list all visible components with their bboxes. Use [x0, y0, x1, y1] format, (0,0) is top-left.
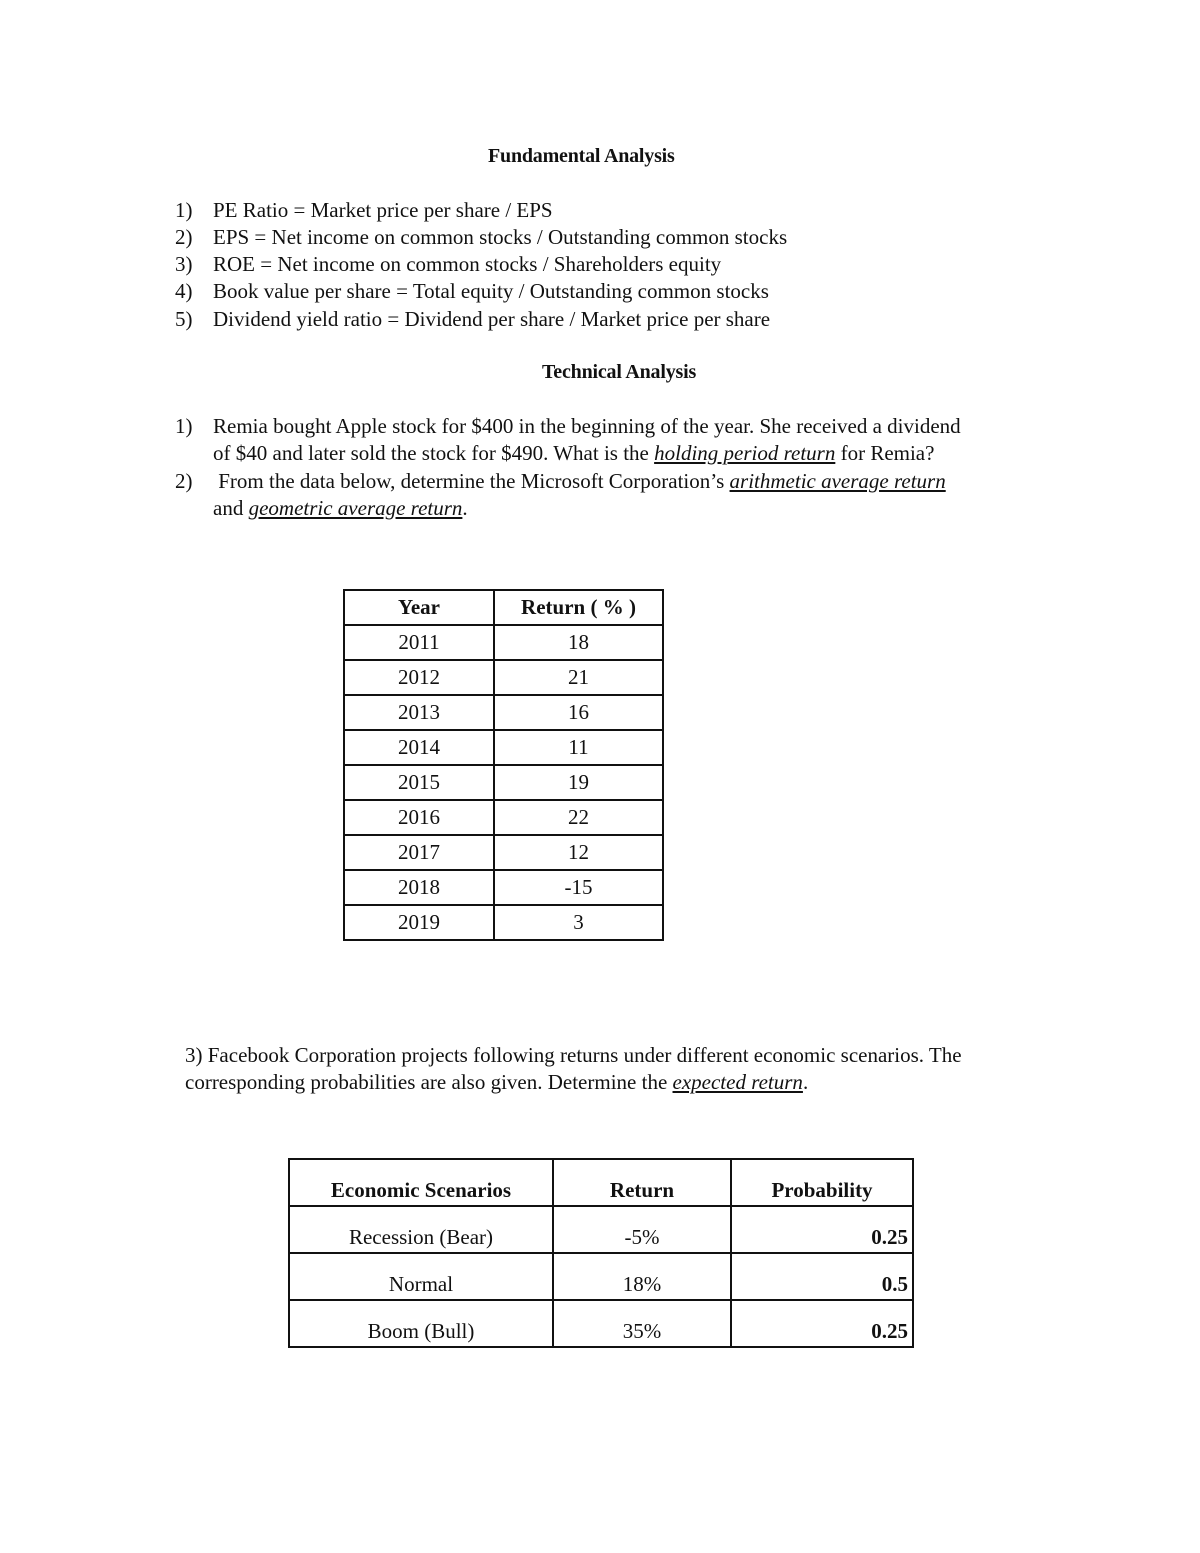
question-3: 3) Facebook Corporation projects following returns under different economic scenarios. The [185, 1043, 962, 1067]
table-header-row [344, 590, 663, 625]
question-text: From the data below, determine the Microsoft Corporation’s [213, 469, 730, 493]
table-row [344, 905, 663, 940]
scenario-table [288, 1158, 914, 1348]
probability-cell: 0.25 [731, 1300, 913, 1347]
question-text: . [462, 496, 468, 520]
item-number: 1) [175, 198, 193, 222]
return-cell: 19 [494, 765, 663, 800]
year-cell: 2017 [344, 835, 494, 870]
formula-item [175, 278, 769, 305]
term-holding-period-return: holding period return [654, 441, 836, 465]
question-text: . [802, 1070, 809, 1094]
scenario-cell: Normal [289, 1253, 553, 1300]
year-cell: 2018 [344, 870, 494, 905]
table-row [344, 870, 663, 905]
header-return: Return ( % ) [494, 590, 663, 625]
item-number: 1) [175, 414, 193, 438]
term-geometric-average-return: geometric average return [248, 496, 463, 520]
question-1-line-2 [213, 440, 934, 467]
table-row [344, 835, 663, 870]
question-text: of $40 and later sold the stock for $490. What is the [213, 441, 655, 465]
return-cell: 35% [553, 1300, 731, 1347]
item-number: 3) [175, 252, 193, 276]
formula-item [175, 251, 721, 278]
scenario-cell: Boom (Bull) [289, 1300, 553, 1347]
fundamental-analysis-title: Fundamental Analysis [488, 145, 675, 167]
formula-item [175, 306, 770, 333]
probability-cell: 0.25 [731, 1206, 913, 1253]
probability-cell: 0.5 [731, 1253, 913, 1300]
header-return: Return [553, 1159, 731, 1206]
item-text: PE Ratio = Market price per share / EPS [213, 198, 553, 222]
return-cell: 3 [494, 905, 663, 940]
year-cell: 2011 [344, 625, 494, 660]
table-row [289, 1253, 913, 1300]
question-text: Remia bought Apple stock for $400 in the beginning of the year. She received a dividend [213, 414, 961, 438]
technical-analysis-title: Technical Analysis [542, 361, 697, 383]
question-2-line-2 [213, 495, 468, 522]
table-row [344, 625, 663, 660]
formula-item [175, 197, 553, 224]
table-row [344, 660, 663, 695]
question-text: and [213, 496, 249, 520]
table-row [344, 695, 663, 730]
year-cell: 2015 [344, 765, 494, 800]
return-cell: 18% [553, 1253, 731, 1300]
item-number: 2) [175, 225, 193, 249]
item-number: 5) [175, 307, 193, 331]
item-number: 4) [175, 279, 193, 303]
table-row [289, 1300, 913, 1347]
return-cell: -5% [553, 1206, 731, 1253]
return-cell: -15 [494, 870, 663, 905]
scenario-cell: Recession (Bear) [289, 1206, 553, 1253]
return-cell: 22 [494, 800, 663, 835]
header-probability: Probability [731, 1159, 913, 1206]
return-cell: 16 [494, 695, 663, 730]
item-text: Book value per share = Total equity / Outstanding common stocks [213, 279, 769, 303]
formula-item [175, 224, 787, 251]
item-text: Dividend yield ratio = Dividend per share / Market price per share [213, 307, 771, 331]
return-cell: 18 [494, 625, 663, 660]
item-number: 2) [175, 469, 193, 493]
table-row [344, 765, 663, 800]
header-economic-scenarios: Economic Scenarios [289, 1159, 553, 1206]
year-cell: 2014 [344, 730, 494, 765]
item-text: ROE = Net income on common stocks / Shareholders equity [213, 252, 722, 276]
question-1 [175, 413, 961, 440]
term-expected-return: expected return [672, 1070, 803, 1094]
microsoft-returns-table [343, 589, 664, 941]
term-arithmetic-average-return: arithmetic average return [729, 469, 946, 493]
return-cell: 21 [494, 660, 663, 695]
question-text: for Remia? [835, 441, 935, 465]
question-text: corresponding probabilities are also given. Determine the [185, 1070, 673, 1094]
year-cell: 2016 [344, 800, 494, 835]
table-row [344, 800, 663, 835]
return-cell: 11 [494, 730, 663, 765]
question-3-line-2 [185, 1069, 808, 1096]
return-cell: 12 [494, 835, 663, 870]
table-row [344, 730, 663, 765]
question-2 [175, 468, 946, 495]
year-cell: 2012 [344, 660, 494, 695]
header-year: Year [344, 590, 494, 625]
table-row [289, 1206, 913, 1253]
table-header-row [289, 1159, 913, 1206]
year-cell: 2013 [344, 695, 494, 730]
item-text: EPS = Net income on common stocks / Outstanding common stocks [213, 225, 788, 249]
year-cell: 2019 [344, 905, 494, 940]
